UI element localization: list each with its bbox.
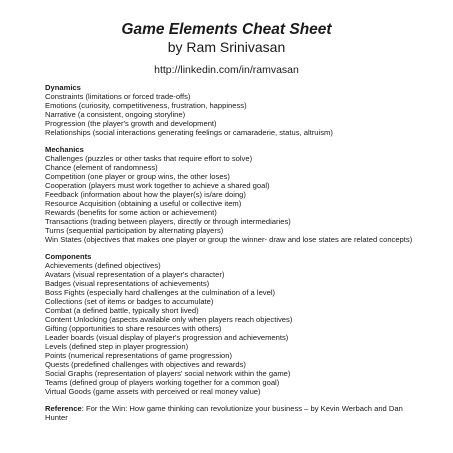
list-item: Virtual Goods (game assets with perceived or real money value) <box>45 387 261 396</box>
section-heading-dynamics: Dynamics <box>45 83 81 92</box>
section-heading-components: Components <box>45 252 92 261</box>
list-item: Progression (the player's growth and development) <box>45 119 217 128</box>
list-item: Gifting (opportunities to share resources with others) <box>45 324 222 333</box>
section-heading-mechanics: Mechanics <box>45 145 84 154</box>
document-title: Game Elements Cheat Sheet <box>121 21 332 38</box>
document-author: by Ram Srinivasan <box>167 39 286 55</box>
list-item: Achievements (defined objectives) <box>45 261 161 270</box>
list-item: Feedback (information about how the player(s) is/are doing) <box>45 190 246 199</box>
list-item: Chance (element of randomness) <box>45 163 158 172</box>
section-spacer <box>45 244 425 252</box>
document-header <box>0 20 453 77</box>
list-item: Social Graphs (representation of players' social network within the game) <box>45 369 291 378</box>
list-item: Points (numerical representations of game progression) <box>45 351 232 360</box>
list-item: Win States (objectives that makes one player or group the winner- draw and lose states are related concepts) <box>45 235 413 244</box>
list-item: Constraints (limitations or forced trade-offs) <box>45 92 191 101</box>
list-item: Turns (sequential participation by alternating players) <box>45 226 224 235</box>
reference-text: : For the Win: How game thinking can revolutionize your business – by Kevin Werbach and Dan Hunter <box>45 404 403 422</box>
list-item: Narrative (a consistent, ongoing storyline) <box>45 110 186 119</box>
list-item: Leader boards (visual display of player's progression and achievements) <box>45 333 289 342</box>
section-spacer <box>45 137 425 145</box>
list-item: Relationships (social interactions generating feelings or camaraderie, status, altruism) <box>45 128 333 137</box>
reference-label: Reference <box>45 404 82 413</box>
reference-note <box>45 404 425 422</box>
components-section <box>45 252 425 396</box>
author-url: http://linkedin.com/in/ramvasan <box>154 64 299 76</box>
list-item: Transactions (trading between players, directly or through intermediaries) <box>45 217 291 226</box>
list-item: Emotions (curiosity, competitiveness, frustration, happiness) <box>45 101 247 110</box>
list-item: Challenges (puzzles or other tasks that require effort to solve) <box>45 154 253 163</box>
list-item: Rewards (benefits for some action or achievement) <box>45 208 217 217</box>
list-item: Resource Acquisition (obtaining a useful or collective item) <box>45 199 242 208</box>
list-item: Badges (visual representations of achievements) <box>45 279 210 288</box>
list-item: Avatars (visual representation of a player's character) <box>45 270 225 279</box>
list-item: Content Unlocking (aspects available only when players reach objectives) <box>45 315 293 324</box>
list-item: Boss Fights (especially hard challenges at the culmination of a level) <box>45 288 276 297</box>
list-item: Combat (a defined battle, typically short lived) <box>45 306 199 315</box>
list-item: Levels (defined step in player progression) <box>45 342 189 351</box>
list-item: Quests (predefined challenges with objectives and rewards) <box>45 360 246 369</box>
list-item: Collections (set of items or badges to accumulate) <box>45 297 214 306</box>
dynamics-section <box>45 83 425 137</box>
list-item: Teams (defined group of players working together for a common goal) <box>45 378 280 387</box>
list-item: Cooperation (players must work together to achieve a shared goal) <box>45 181 270 190</box>
document-body <box>45 83 425 422</box>
list-item: Competition (one player or group wins, the other loses) <box>45 172 230 181</box>
mechanics-section <box>45 145 425 244</box>
section-spacer <box>45 396 425 404</box>
